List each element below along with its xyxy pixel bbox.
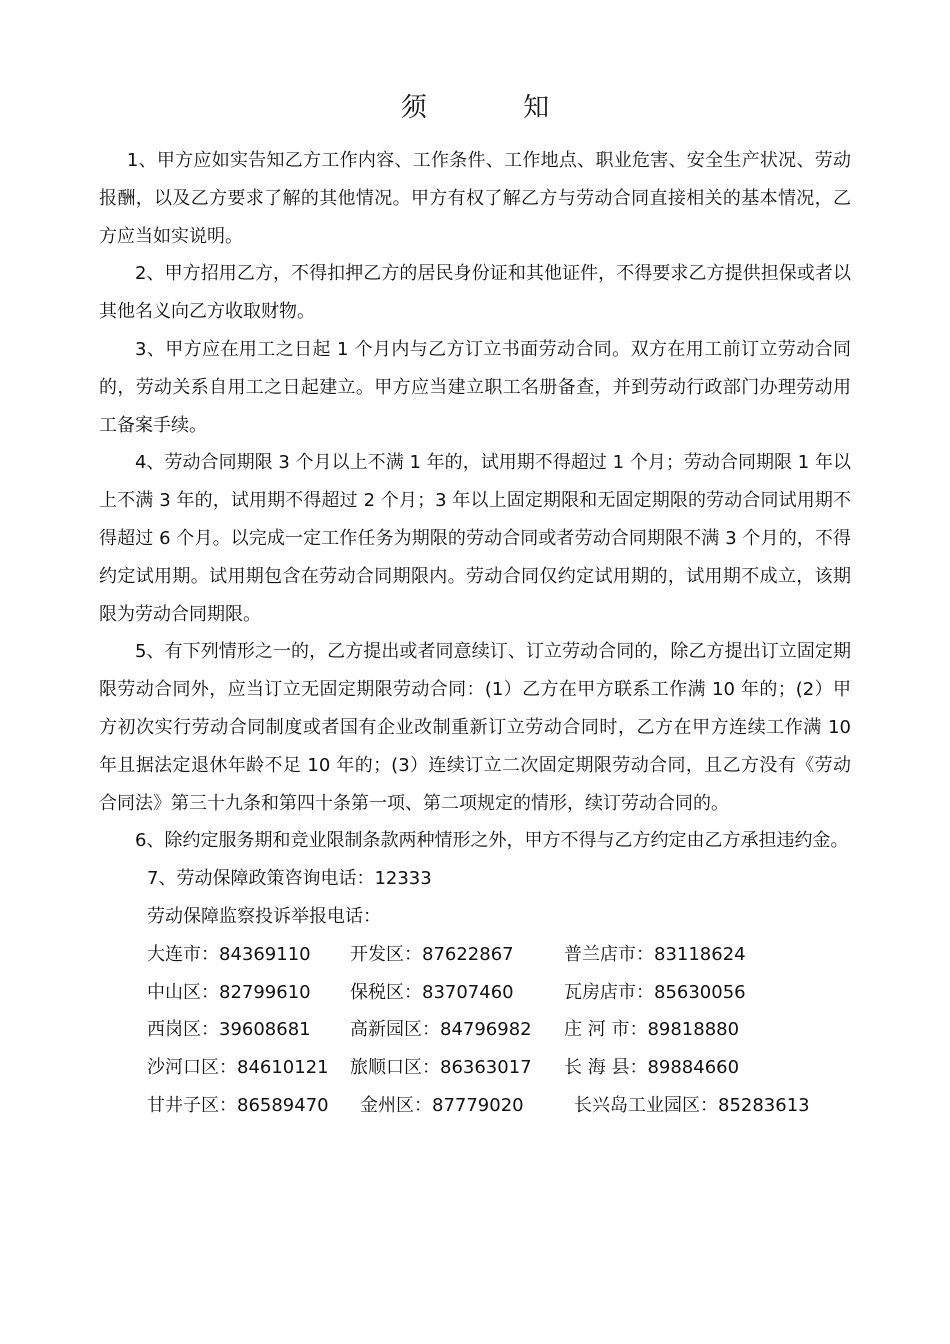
contact-row [147, 1049, 851, 1087]
contact-entry: 金州区：87779020 [360, 1094, 524, 1116]
contact-entry: 西岗区：39608681 [147, 1019, 311, 1041]
contact-entry: 开发区：87622867 [350, 943, 514, 965]
notice-item-3: 3、甲方应在用工之日起 1 个月内与乙方订立书面劳动合同。双方在用工前订立劳动合同的，劳动关系自用工之日起建立。甲方应当建立职工名册备查，并到劳动行政部门办理劳动用工备案手续。 [99, 338, 851, 436]
contact-entry: 瓦房店市：85630056 [564, 981, 746, 1003]
notice-item-4: 4、劳动合同期限 3 个月以上不满 1 年的，试用期不得超过 1 个月；劳动合同期限 1 年以上不满 3 年的，试用期不得超过 2 个月；3 年以上固定期限和无固定期限的劳动合同试用期不得超过 6 个月。以完成一定工作任务为期限的劳动合同或者劳动合同期限不满 3 个月的，不得约定试用期。试用期包含在劳动合同期限内。劳动合同仅约定试用期的，试用期不成立，该期限为劳动合同期限。 [99, 452, 851, 625]
notice-body [99, 142, 851, 1125]
contact-entry: 庄 河 市：89818880 [564, 1019, 740, 1041]
contact-entry: 中山区：82799610 [147, 981, 311, 1003]
complaint-hotline-label: 劳动保障监察投诉举报电话： [147, 905, 381, 927]
contact-entry: 长 海 县：89884660 [564, 1057, 740, 1079]
policy-hotline: 7、劳动保障政策咨询电话：12333 [147, 868, 432, 890]
contact-entry: 高新园区：84796982 [350, 1019, 532, 1041]
contact-entry: 长兴岛工业园区：85283613 [574, 1094, 810, 1116]
page-title: 须 知 [400, 93, 594, 123]
contact-row [147, 1011, 851, 1049]
notice-item-6: 6、除约定服务期和竞业限制条款两种情形之外，甲方不得与乙方约定由乙方承担违约金。 [135, 830, 849, 852]
contact-entry: 保税区：83707460 [350, 981, 514, 1003]
contact-row [147, 936, 851, 974]
contact-entry: 沙河口区：84610121 [147, 1057, 329, 1079]
contact-entry: 普兰店市：83118624 [564, 943, 746, 965]
contact-entry: 旅顺口区：86363017 [350, 1057, 532, 1079]
contact-table [147, 936, 851, 1125]
notice-item-2: 2、甲方招用乙方，不得扣押乙方的居民身份证和其他证件，不得要求乙方提供担保或者以其他名义向乙方收取财物。 [99, 263, 851, 323]
contact-entry: 甘井子区：86589470 [147, 1094, 329, 1116]
notice-item-1: 1、甲方应如实告知乙方工作内容、工作条件、工作地点、职业危害、安全生产状况、劳动报酬，以及乙方要求了解的其他情况。甲方有权了解乙方与劳动合同直接相关的基本情况，乙方应当如实说明。 [99, 150, 851, 247]
contact-entry: 大连市：84369110 [147, 943, 311, 965]
notice-item-5: 5、有下列情形之一的，乙方提出或者同意续订、订立劳动合同的，除乙方提出订立固定期限劳动合同外，应当订立无固定期限劳动合同：(1）乙方在甲方联系工作满 10 年的；(2）甲方初次实行劳动合同制度或者国有企业改制重新订立劳动合同时，乙方在甲方连续工作满 10 年且据法定退休年龄不足 10 年的；(3）连续订立二次固定期限劳动合同，且乙方没有《劳动合同法》第三十九条和第四十条第一项、第二项规定的情形，续订劳动合同的。 [99, 641, 851, 814]
contact-row [147, 974, 851, 1012]
contact-row [147, 1087, 851, 1125]
